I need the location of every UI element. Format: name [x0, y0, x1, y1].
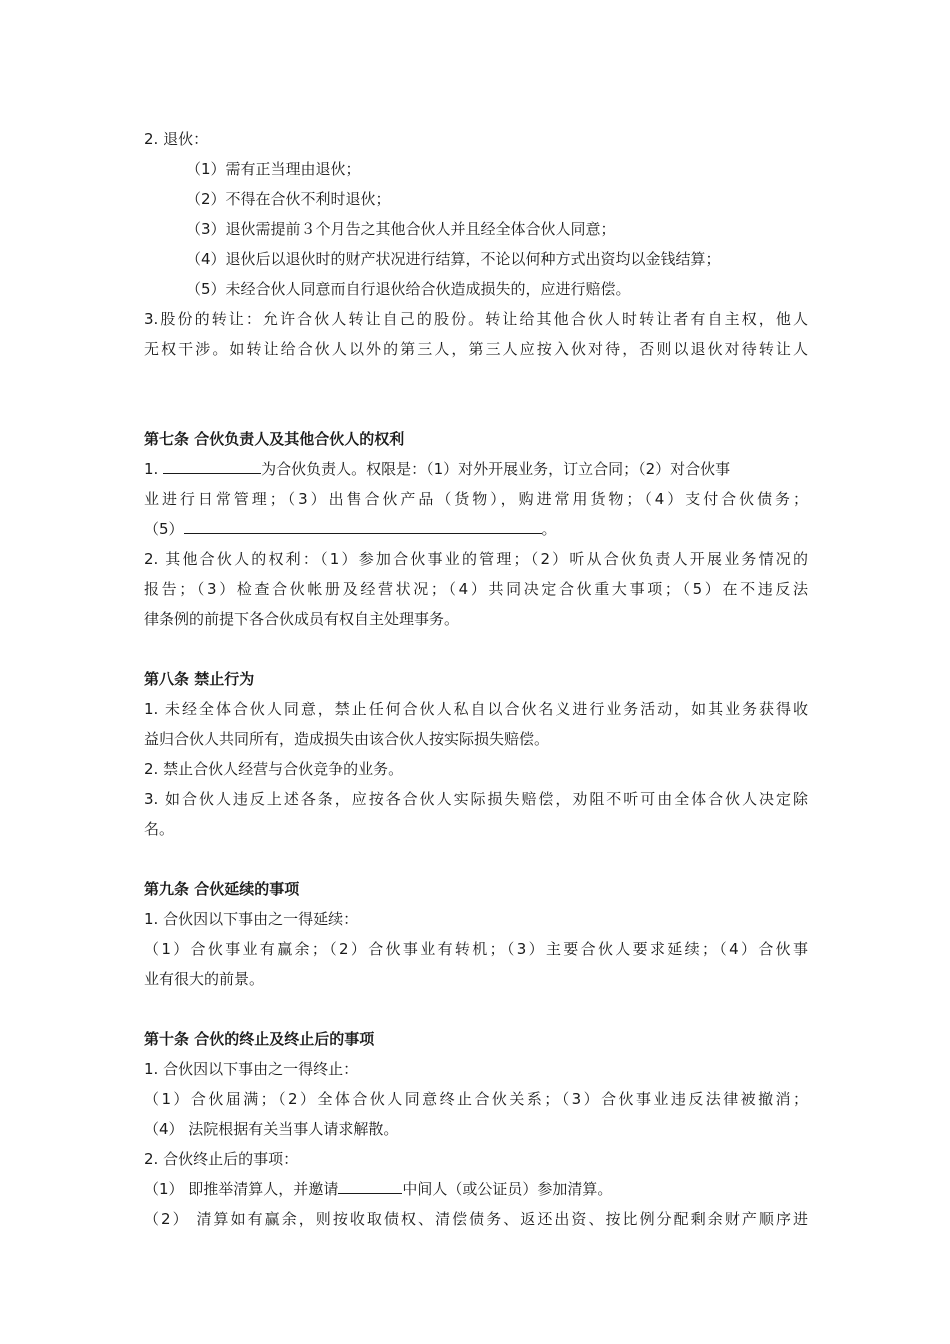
article-10-para-2-line-2: （4） 法院根据有关当事人请求解散。 [144, 1120, 399, 1138]
share-transfer-line-1: 3.股份的转让：允许合伙人转让自己的股份。转让给其他合伙人时转让者有自主权，他人 [144, 310, 808, 328]
para-text: 中间人（或公证员）参加清算。 [402, 1180, 613, 1198]
para-number: 1. [144, 460, 164, 478]
withdrawal-title: 2. 退伙： [144, 130, 209, 148]
spacer [144, 394, 808, 424]
article-8-para-3-line-1: 3. 如合伙人违反上述各条，应按各合伙人实际损失赔偿，劝阻不听可由全体合伙人决定除 [144, 790, 808, 808]
article-10-para-5: （2） 清算如有赢余，则按收取债权、清偿债务、返还出资、按比例分配剩余财产顺序进 [144, 1210, 808, 1228]
article-9-para-2-line-1: （1）合伙事业有赢余；（2）合伙事业有转机；（3）主要合伙人要求延续；（4）合伙事 [144, 940, 808, 958]
withdrawal-item-3: （3）退伙需提前３个月告之其他合伙人并且经全体合伙人同意； [186, 220, 616, 238]
article-9-para-2-line-2: 业有很大的前景。 [144, 970, 265, 988]
para-text: 为合伙负责人。权限是：（1）对外开展业务，订立合同；（2）对合伙事 [261, 460, 731, 478]
period: 。 [541, 520, 557, 538]
article-10-heading: 第十条 合伙的终止及终止后的事项 [144, 1030, 375, 1048]
share-transfer-line-2: 无权干涉。如转让给合伙人以外的第三人，第三人应按入伙对待，否则以退伙对待转让人 [144, 340, 808, 358]
article-8-para-1-line-2: 益归合伙人共同所有，造成损失由该合伙人按实际损失赔偿。 [144, 730, 550, 748]
article-9-para-1: 1. 合伙因以下事由之一得延续： [144, 910, 359, 928]
article-8-para-3-line-2: 名。 [144, 820, 175, 838]
article-7-heading: 第七条 合伙负责人及其他合伙人的权利 [144, 430, 405, 448]
withdrawal-item-2: （2）不得在合伙不利时退伙； [186, 190, 391, 208]
article-10-para-1: 1. 合伙因以下事由之一得终止： [144, 1060, 359, 1078]
spacer [144, 634, 808, 664]
article-10-para-3: 2. 合伙终止后的事项： [144, 1150, 299, 1168]
withdrawal-item-1: （1）需有正当理由退伙； [186, 160, 361, 178]
article-7-para-1-line-1 [144, 454, 808, 484]
article-7-para-1-line-3 [144, 514, 808, 544]
article-7-para-1-line-2: 业进行日常管理；（3）出售合伙产品（货物），购进常用货物；（4）支付合伙债务； [144, 490, 808, 508]
spacer [144, 994, 808, 1024]
article-7-para-2-line-3: 律条例的前提下各合伙成员有权自主处理事务。 [144, 610, 460, 628]
article-8-para-1-line-1: 1. 未经全体合伙人同意，禁止任何合伙人私自以合伙名义进行业务活动，如其业务获得收 [144, 700, 808, 718]
authority-5-blank[interactable] [184, 516, 542, 534]
spacer [144, 364, 808, 394]
intermediary-blank[interactable] [338, 1176, 402, 1194]
item-number: （5） [144, 520, 184, 538]
article-7-para-2-line-1: 2. 其他合伙人的权利：（1）参加合伙事业的管理；（2）听从合伙负责人开展业务情况的 [144, 550, 808, 568]
article-8-para-2: 2. 禁止合伙人经营与合伙竞争的业务。 [144, 760, 404, 778]
article-7-para-2-line-2: 报告；（3）检查合伙帐册及经营状况；（4）共同决定合伙重大事项；（5）在不违反法 [144, 580, 808, 598]
article-9-heading: 第九条 合伙延续的事项 [144, 880, 300, 898]
article-8-heading: 第八条 禁止行为 [144, 670, 255, 688]
article-10-para-4 [144, 1174, 808, 1204]
withdrawal-item-5: （5）未经合伙人同意而自行退伙给合伙造成损失的，应进行赔偿。 [186, 280, 631, 298]
spacer [144, 844, 808, 874]
document-page [144, 124, 808, 1234]
article-10-para-2-line-1: （1）合伙届满；（2）全体合伙人同意终止合伙关系；（3）合伙事业违反法律被撤消； [144, 1090, 808, 1108]
withdrawal-item-4: （4）退伙后以退伙时的财产状况进行结算，不论以何种方式出资均以金钱结算； [186, 250, 721, 268]
leader-name-blank[interactable] [163, 456, 261, 474]
para-text: （1） 即推举清算人，并邀请 [144, 1180, 339, 1198]
